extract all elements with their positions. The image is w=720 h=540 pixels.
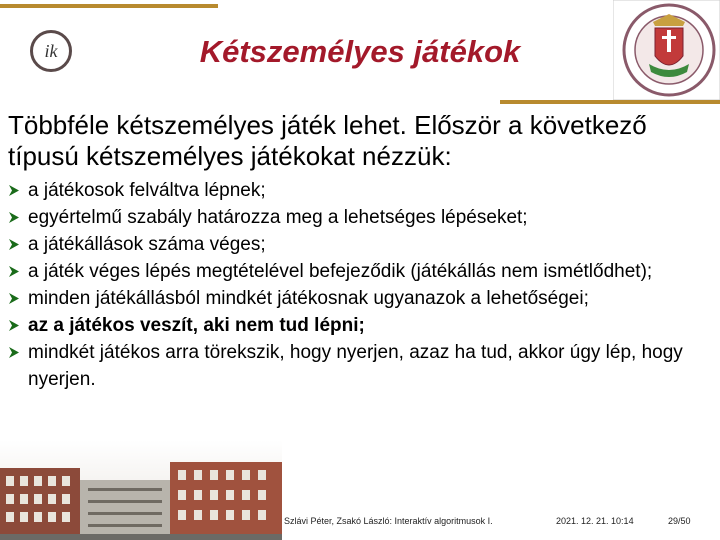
- arrow-bullet-icon: [8, 292, 20, 305]
- arrow-bullet-icon: [8, 238, 20, 251]
- list-item: az a játékos veszít, aki nem tud lépni;: [8, 312, 713, 339]
- arrow-bullet-icon: [8, 319, 20, 332]
- campus-building-photo: [0, 440, 282, 540]
- university-seal: [613, 0, 720, 100]
- university-seal-icon: [613, 0, 720, 100]
- title-accent-rule: [500, 100, 720, 104]
- list-item: a játékosok felváltva lépnek;: [8, 177, 713, 204]
- arrow-bullet-icon: [8, 211, 20, 224]
- building-image: [0, 440, 282, 540]
- ik-logo-icon: [34, 34, 68, 68]
- arrow-bullet-icon: [8, 184, 20, 197]
- rules-list: [8, 177, 713, 393]
- arrow-bullet-icon: [8, 346, 20, 359]
- svg-text:ik: ik: [44, 41, 58, 61]
- list-item: minden játékállásból mindkét játékosnak ugyanazok a lehetőségei;: [8, 285, 713, 312]
- footer-page-number: 29/50: [668, 516, 691, 526]
- list-item: mindkét játékos arra törekszik, hogy nyerjen, azaz ha tud, akkor úgy lép, hogy nyerjen.: [8, 339, 713, 393]
- arrow-bullet-icon: [8, 265, 20, 278]
- list-item: egyértelmű szabály határozza meg a lehetséges lépéseket;: [8, 204, 713, 231]
- list-item: a játékállások száma véges;: [8, 231, 713, 258]
- page-title: Kétszemélyes játékok: [199, 34, 521, 69]
- ik-logo: [30, 30, 72, 72]
- footer-author: Szlávi Péter, Zsakó László: Interaktív algoritmusok I.: [284, 516, 493, 526]
- intro-paragraph: Többféle kétszemélyes játék lehet. Először a következő típusú kétszemélyes játékokat nézzük:: [8, 110, 647, 171]
- footer-date: 2021. 12. 21. 10:14: [556, 516, 634, 526]
- list-item: a játék véges lépés megtételével befejeződik (játékállás nem ismétlődhet);: [8, 258, 713, 285]
- header-accent-rule: [0, 4, 218, 8]
